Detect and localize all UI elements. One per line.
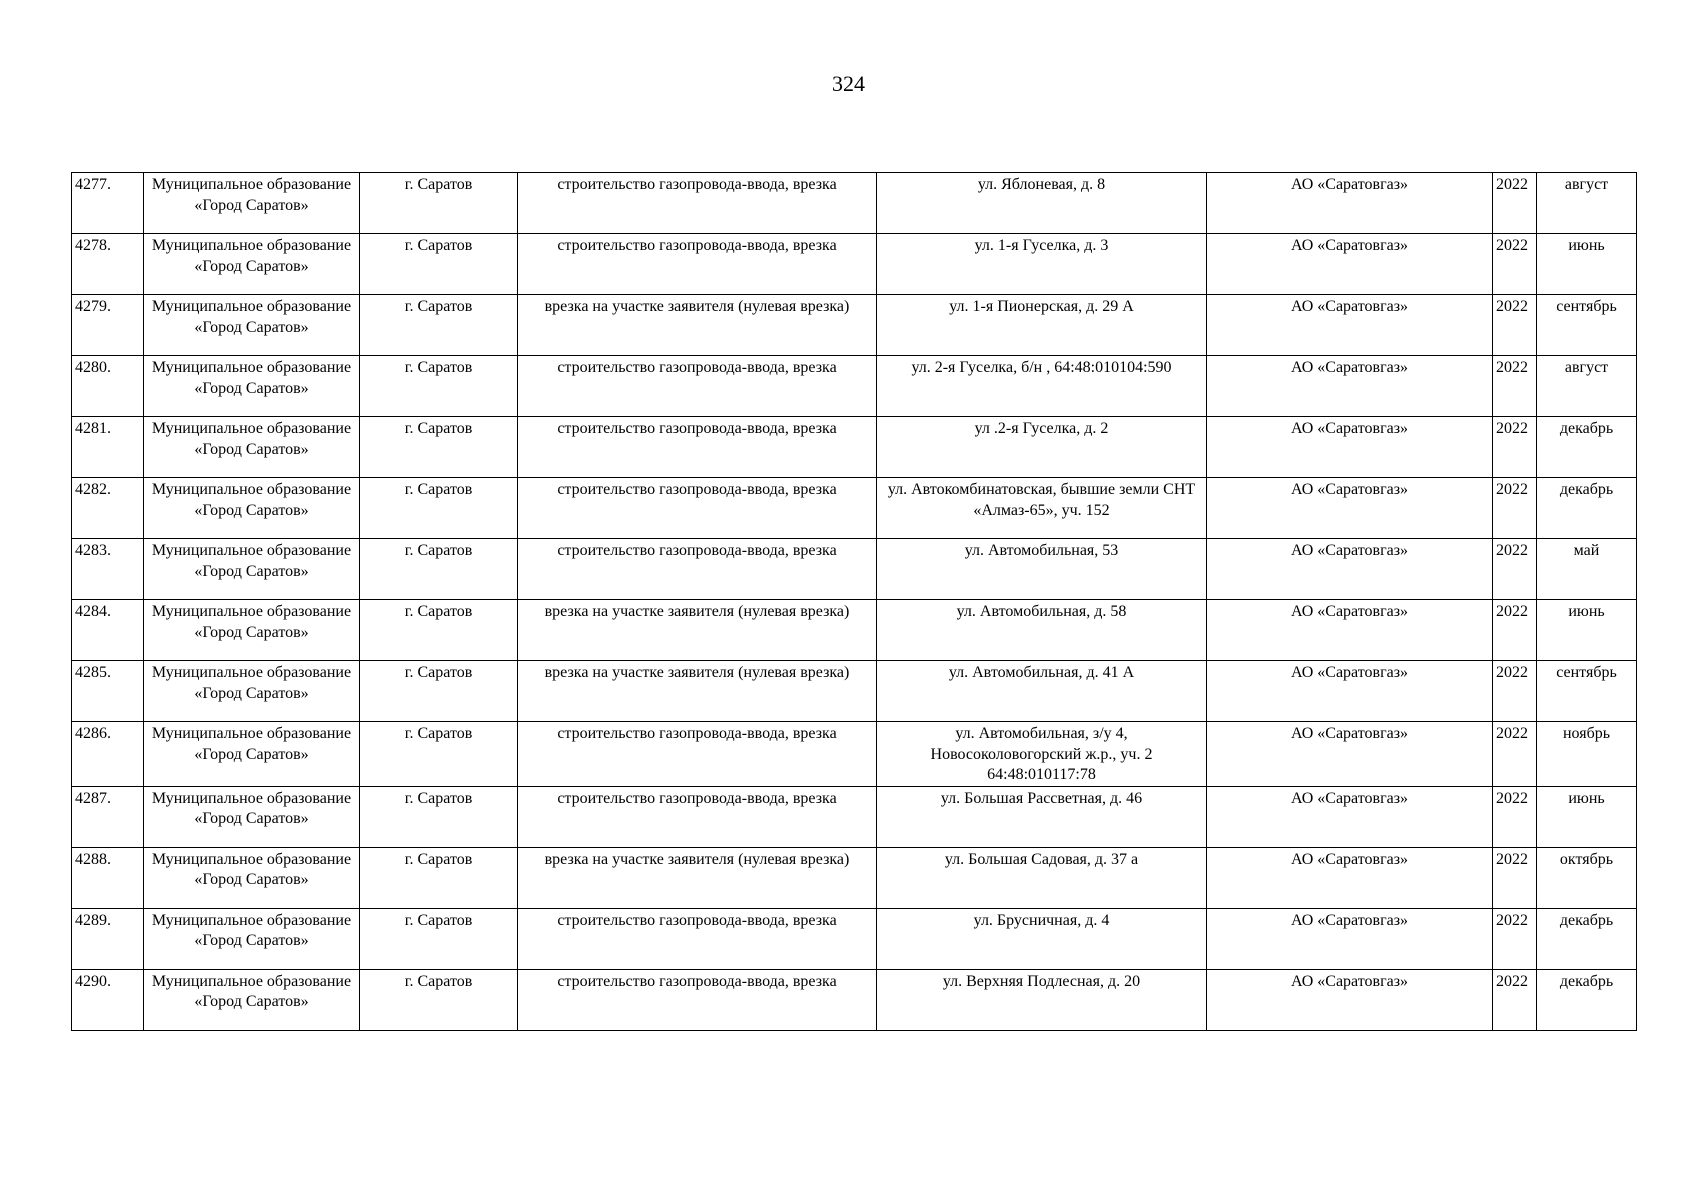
organization-cell: АО «Саратовгаз» [1207,173,1493,234]
work-type-cell: врезка на участке заявителя (нулевая врезка) [518,600,877,661]
month-cell: июнь [1537,234,1637,295]
year-cell: 2022 [1493,234,1537,295]
row-number: 4286. [72,722,144,787]
municipality-cell: Муниципальное образование «Город Саратов» [144,722,360,787]
table-row [72,478,1637,539]
year-cell: 2022 [1493,478,1537,539]
city-cell: г. Саратов [360,661,518,722]
municipality-cell: Муниципальное образование «Город Саратов» [144,234,360,295]
work-type-cell: врезка на участке заявителя (нулевая врезка) [518,661,877,722]
table-row [72,908,1637,969]
municipality-cell: Муниципальное образование «Город Саратов» [144,478,360,539]
table-row [72,295,1637,356]
address-cell: ул. Яблоневая, д. 8 [877,173,1207,234]
work-type-cell: строительство газопровода-ввода, врезка [518,173,877,234]
year-cell: 2022 [1493,600,1537,661]
city-cell: г. Саратов [360,417,518,478]
city-cell: г. Саратов [360,786,518,847]
table-row [72,661,1637,722]
year-cell: 2022 [1493,786,1537,847]
work-type-cell: строительство газопровода-ввода, врезка [518,356,877,417]
municipality-cell: Муниципальное образование «Город Саратов» [144,600,360,661]
organization-cell: АО «Саратовгаз» [1207,847,1493,908]
organization-cell: АО «Саратовгаз» [1207,786,1493,847]
work-type-cell: строительство газопровода-ввода, врезка [518,908,877,969]
city-cell: г. Саратов [360,908,518,969]
address-cell: ул. 1-я Гуселка, д. 3 [877,234,1207,295]
work-type-cell: врезка на участке заявителя (нулевая врезка) [518,847,877,908]
city-cell: г. Саратов [360,173,518,234]
organization-cell: АО «Саратовгаз» [1207,539,1493,600]
work-type-cell: врезка на участке заявителя (нулевая врезка) [518,295,877,356]
row-number: 4277. [72,173,144,234]
address-cell: ул. Автомобильная, д. 58 [877,600,1207,661]
month-cell: декабрь [1537,417,1637,478]
address-cell: ул. Автомобильная, з/у 4, Новосоколовогорский ж.р., уч. 2 64:48:010117:78 [877,722,1207,787]
organization-cell: АО «Саратовгаз» [1207,295,1493,356]
row-number: 4289. [72,908,144,969]
table-row [72,539,1637,600]
city-cell: г. Саратов [360,847,518,908]
year-cell: 2022 [1493,295,1537,356]
month-cell: июнь [1537,600,1637,661]
year-cell: 2022 [1493,539,1537,600]
work-type-cell: строительство газопровода-ввода, врезка [518,234,877,295]
row-number: 4281. [72,417,144,478]
work-type-cell: строительство газопровода-ввода, врезка [518,478,877,539]
work-type-cell: строительство газопровода-ввода, врезка [518,722,877,787]
work-type-cell: строительство газопровода-ввода, врезка [518,969,877,1030]
row-number: 4278. [72,234,144,295]
month-cell: декабрь [1537,969,1637,1030]
organization-cell: АО «Саратовгаз» [1207,600,1493,661]
row-number: 4282. [72,478,144,539]
table-row [72,847,1637,908]
address-cell: ул. Брусничная, д. 4 [877,908,1207,969]
city-cell: г. Саратов [360,234,518,295]
municipality-cell: Муниципальное образование «Город Саратов» [144,908,360,969]
table-row [72,722,1637,787]
table-row [72,786,1637,847]
works-table [71,172,1637,1031]
municipality-cell: Муниципальное образование «Город Саратов» [144,969,360,1030]
work-type-cell: строительство газопровода-ввода, врезка [518,417,877,478]
city-cell: г. Саратов [360,600,518,661]
address-cell: ул. Большая Рассветная, д. 46 [877,786,1207,847]
address-cell: ул. Верхняя Подлесная, д. 20 [877,969,1207,1030]
organization-cell: АО «Саратовгаз» [1207,356,1493,417]
year-cell: 2022 [1493,969,1537,1030]
organization-cell: АО «Саратовгаз» [1207,722,1493,787]
table-row [72,356,1637,417]
row-number: 4283. [72,539,144,600]
work-type-cell: строительство газопровода-ввода, врезка [518,539,877,600]
month-cell: август [1537,173,1637,234]
row-number: 4288. [72,847,144,908]
city-cell: г. Саратов [360,478,518,539]
municipality-cell: Муниципальное образование «Город Саратов» [144,295,360,356]
organization-cell: АО «Саратовгаз» [1207,417,1493,478]
municipality-cell: Муниципальное образование «Город Саратов» [144,786,360,847]
address-cell: ул .2-я Гуселка, д. 2 [877,417,1207,478]
year-cell: 2022 [1493,908,1537,969]
address-cell: ул. 1-я Пионерская, д. 29 А [877,295,1207,356]
address-cell: ул. Автомобильная, д. 41 А [877,661,1207,722]
row-number: 4287. [72,786,144,847]
organization-cell: АО «Саратовгаз» [1207,908,1493,969]
year-cell: 2022 [1493,661,1537,722]
municipality-cell: Муниципальное образование «Город Саратов» [144,661,360,722]
page-number: 324 [832,71,865,96]
row-number: 4280. [72,356,144,417]
organization-cell: АО «Саратовгаз» [1207,969,1493,1030]
municipality-cell: Муниципальное образование «Город Саратов» [144,847,360,908]
city-cell: г. Саратов [360,539,518,600]
municipality-cell: Муниципальное образование «Город Саратов» [144,539,360,600]
month-cell: май [1537,539,1637,600]
row-number: 4279. [72,295,144,356]
table-row [72,600,1637,661]
address-cell: ул. Автомобильная, 53 [877,539,1207,600]
year-cell: 2022 [1493,356,1537,417]
table-row [72,969,1637,1030]
address-cell: ул. Большая Садовая, д. 37 а [877,847,1207,908]
municipality-cell: Муниципальное образование «Город Саратов» [144,173,360,234]
row-number: 4285. [72,661,144,722]
address-cell: ул. 2-я Гуселка, б/н , 64:48:010104:590 [877,356,1207,417]
year-cell: 2022 [1493,417,1537,478]
row-number: 4284. [72,600,144,661]
municipality-cell: Муниципальное образование «Город Саратов» [144,417,360,478]
city-cell: г. Саратов [360,969,518,1030]
month-cell: декабрь [1537,478,1637,539]
month-cell: октябрь [1537,847,1637,908]
table-body [72,173,1637,1031]
municipality-cell: Муниципальное образование «Город Саратов» [144,356,360,417]
month-cell: август [1537,356,1637,417]
year-cell: 2022 [1493,722,1537,787]
month-cell: сентябрь [1537,661,1637,722]
city-cell: г. Саратов [360,356,518,417]
organization-cell: АО «Саратовгаз» [1207,661,1493,722]
year-cell: 2022 [1493,847,1537,908]
month-cell: декабрь [1537,908,1637,969]
organization-cell: АО «Саратовгаз» [1207,478,1493,539]
row-number: 4290. [72,969,144,1030]
work-type-cell: строительство газопровода-ввода, врезка [518,786,877,847]
table-row [72,234,1637,295]
organization-cell: АО «Саратовгаз» [1207,234,1493,295]
table-row [72,173,1637,234]
month-cell: июнь [1537,786,1637,847]
address-cell: ул. Автокомбинатовская, бывшие земли СНТ «Алмаз-65», уч. 152 [877,478,1207,539]
city-cell: г. Саратов [360,722,518,787]
table-row [72,417,1637,478]
month-cell: сентябрь [1537,295,1637,356]
year-cell: 2022 [1493,173,1537,234]
city-cell: г. Саратов [360,295,518,356]
month-cell: ноябрь [1537,722,1637,787]
